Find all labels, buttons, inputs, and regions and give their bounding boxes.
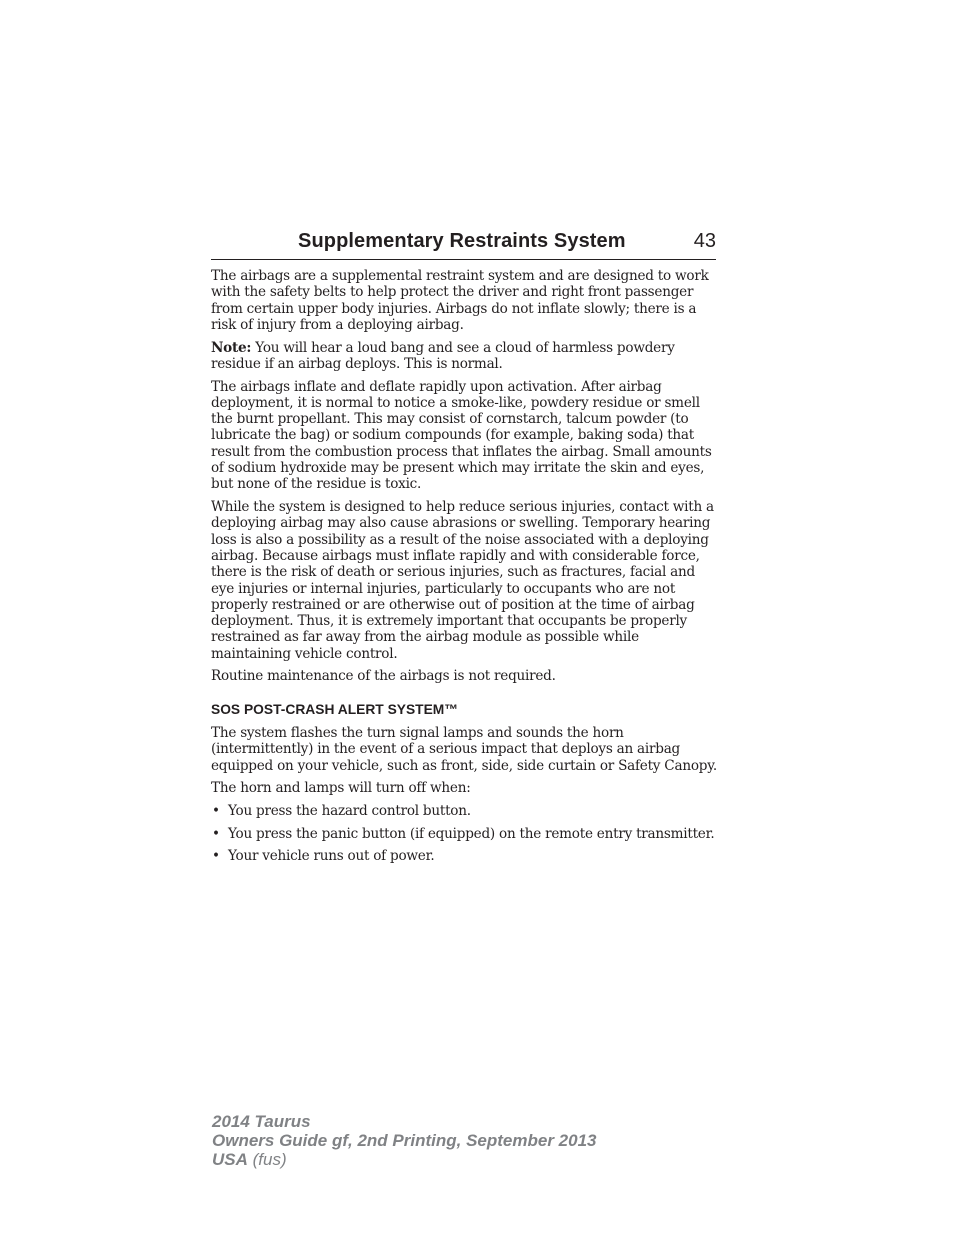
- bullet-list: [211, 803, 721, 865]
- paragraph-airbag-injuries: While the system is designed to help reduce serious injuries, contact with a deploying airbag may also cause abrasions or swelling. Temporary hearing loss is also a possibility as a result of the noise associated with a deploying airbag. Because airbags must inflate rapidly and with considerable force, there is the risk of death or serious injuries, such as fractures, facial and eye injuries or internal injuries, particularly to occupants who are not properly restrained or are otherwise out of position at the time of airbag deployment. Thus, it is extremely important that occupants be properly restrained as far away from the airbag module as possible while maintaining vehicle control.: [211, 499, 714, 662]
- page-footer: [212, 1112, 596, 1170]
- list-item: [211, 803, 721, 819]
- footer-region-code: (fus): [247, 1150, 287, 1170]
- bullet-icon: •: [212, 825, 220, 842]
- note-label: Note:: [211, 339, 252, 356]
- list-item-text: You press the panic button (if equipped) on the remote entry transmitter.: [228, 825, 715, 842]
- page-title: Supplementary Restraints System: [298, 230, 626, 252]
- paragraph-airbags-intro: The airbags are a supplemental restraint system and are designed to work with the safety belts to help protect the driver and right front passenger from certain upper body injuries. Airbags do not inflate slowly; there is a risk of injury from a deploying airbag.: [211, 268, 709, 333]
- footer-printing: Owners Guide gf, 2nd Printing, September 2013: [212, 1131, 597, 1151]
- note-text: You will hear a loud bang and see a cloud of harmless powdery residue if an airbag deploys. This is normal.: [211, 339, 675, 372]
- list-item-text: You press the hazard control button.: [228, 802, 471, 819]
- bullet-icon: •: [212, 848, 220, 865]
- footer-region-country: USA: [212, 1150, 248, 1170]
- paragraph-airbag-residue: The airbags inflate and deflate rapidly upon activation. After airbag deployment, it is normal to notice a smoke-like, powdery residue or smell the burnt propellant. This may consist of cornstarch, talcum powder (to lubricate the bag) or sodium compounds (for example, baking soda) that result from the combustion process that inflates the airbag. Small amounts of sodium hydroxide may be present which may irritate the skin and eyes, but none of the residue is toxic.: [211, 378, 712, 493]
- page-header: [211, 229, 716, 260]
- section-heading-sos: SOS POST-CRASH ALERT SYSTEM™: [211, 701, 459, 717]
- page-body: [211, 268, 721, 871]
- bullet-icon: •: [212, 802, 220, 819]
- list-item: [211, 826, 721, 842]
- paragraph-maintenance: Routine maintenance of the airbags is not required.: [211, 668, 556, 685]
- paragraph-sos-turn-off: The horn and lamps will turn off when:: [211, 780, 471, 797]
- list-item: [211, 848, 721, 864]
- footer-model: 2014 Taurus: [212, 1112, 311, 1131]
- paragraph-sos-description: The system flashes the turn signal lamps and sounds the horn (intermittently) in the event of a serious impact that deploys an airbag equipped on your vehicle, such as front, side, side curtain or Safety Canopy.: [211, 724, 717, 774]
- page-number: 43: [693, 230, 716, 252]
- paragraph-note: [211, 340, 721, 373]
- footer-region: [212, 1150, 596, 1169]
- list-item-text: Your vehicle runs out of power.: [228, 848, 435, 865]
